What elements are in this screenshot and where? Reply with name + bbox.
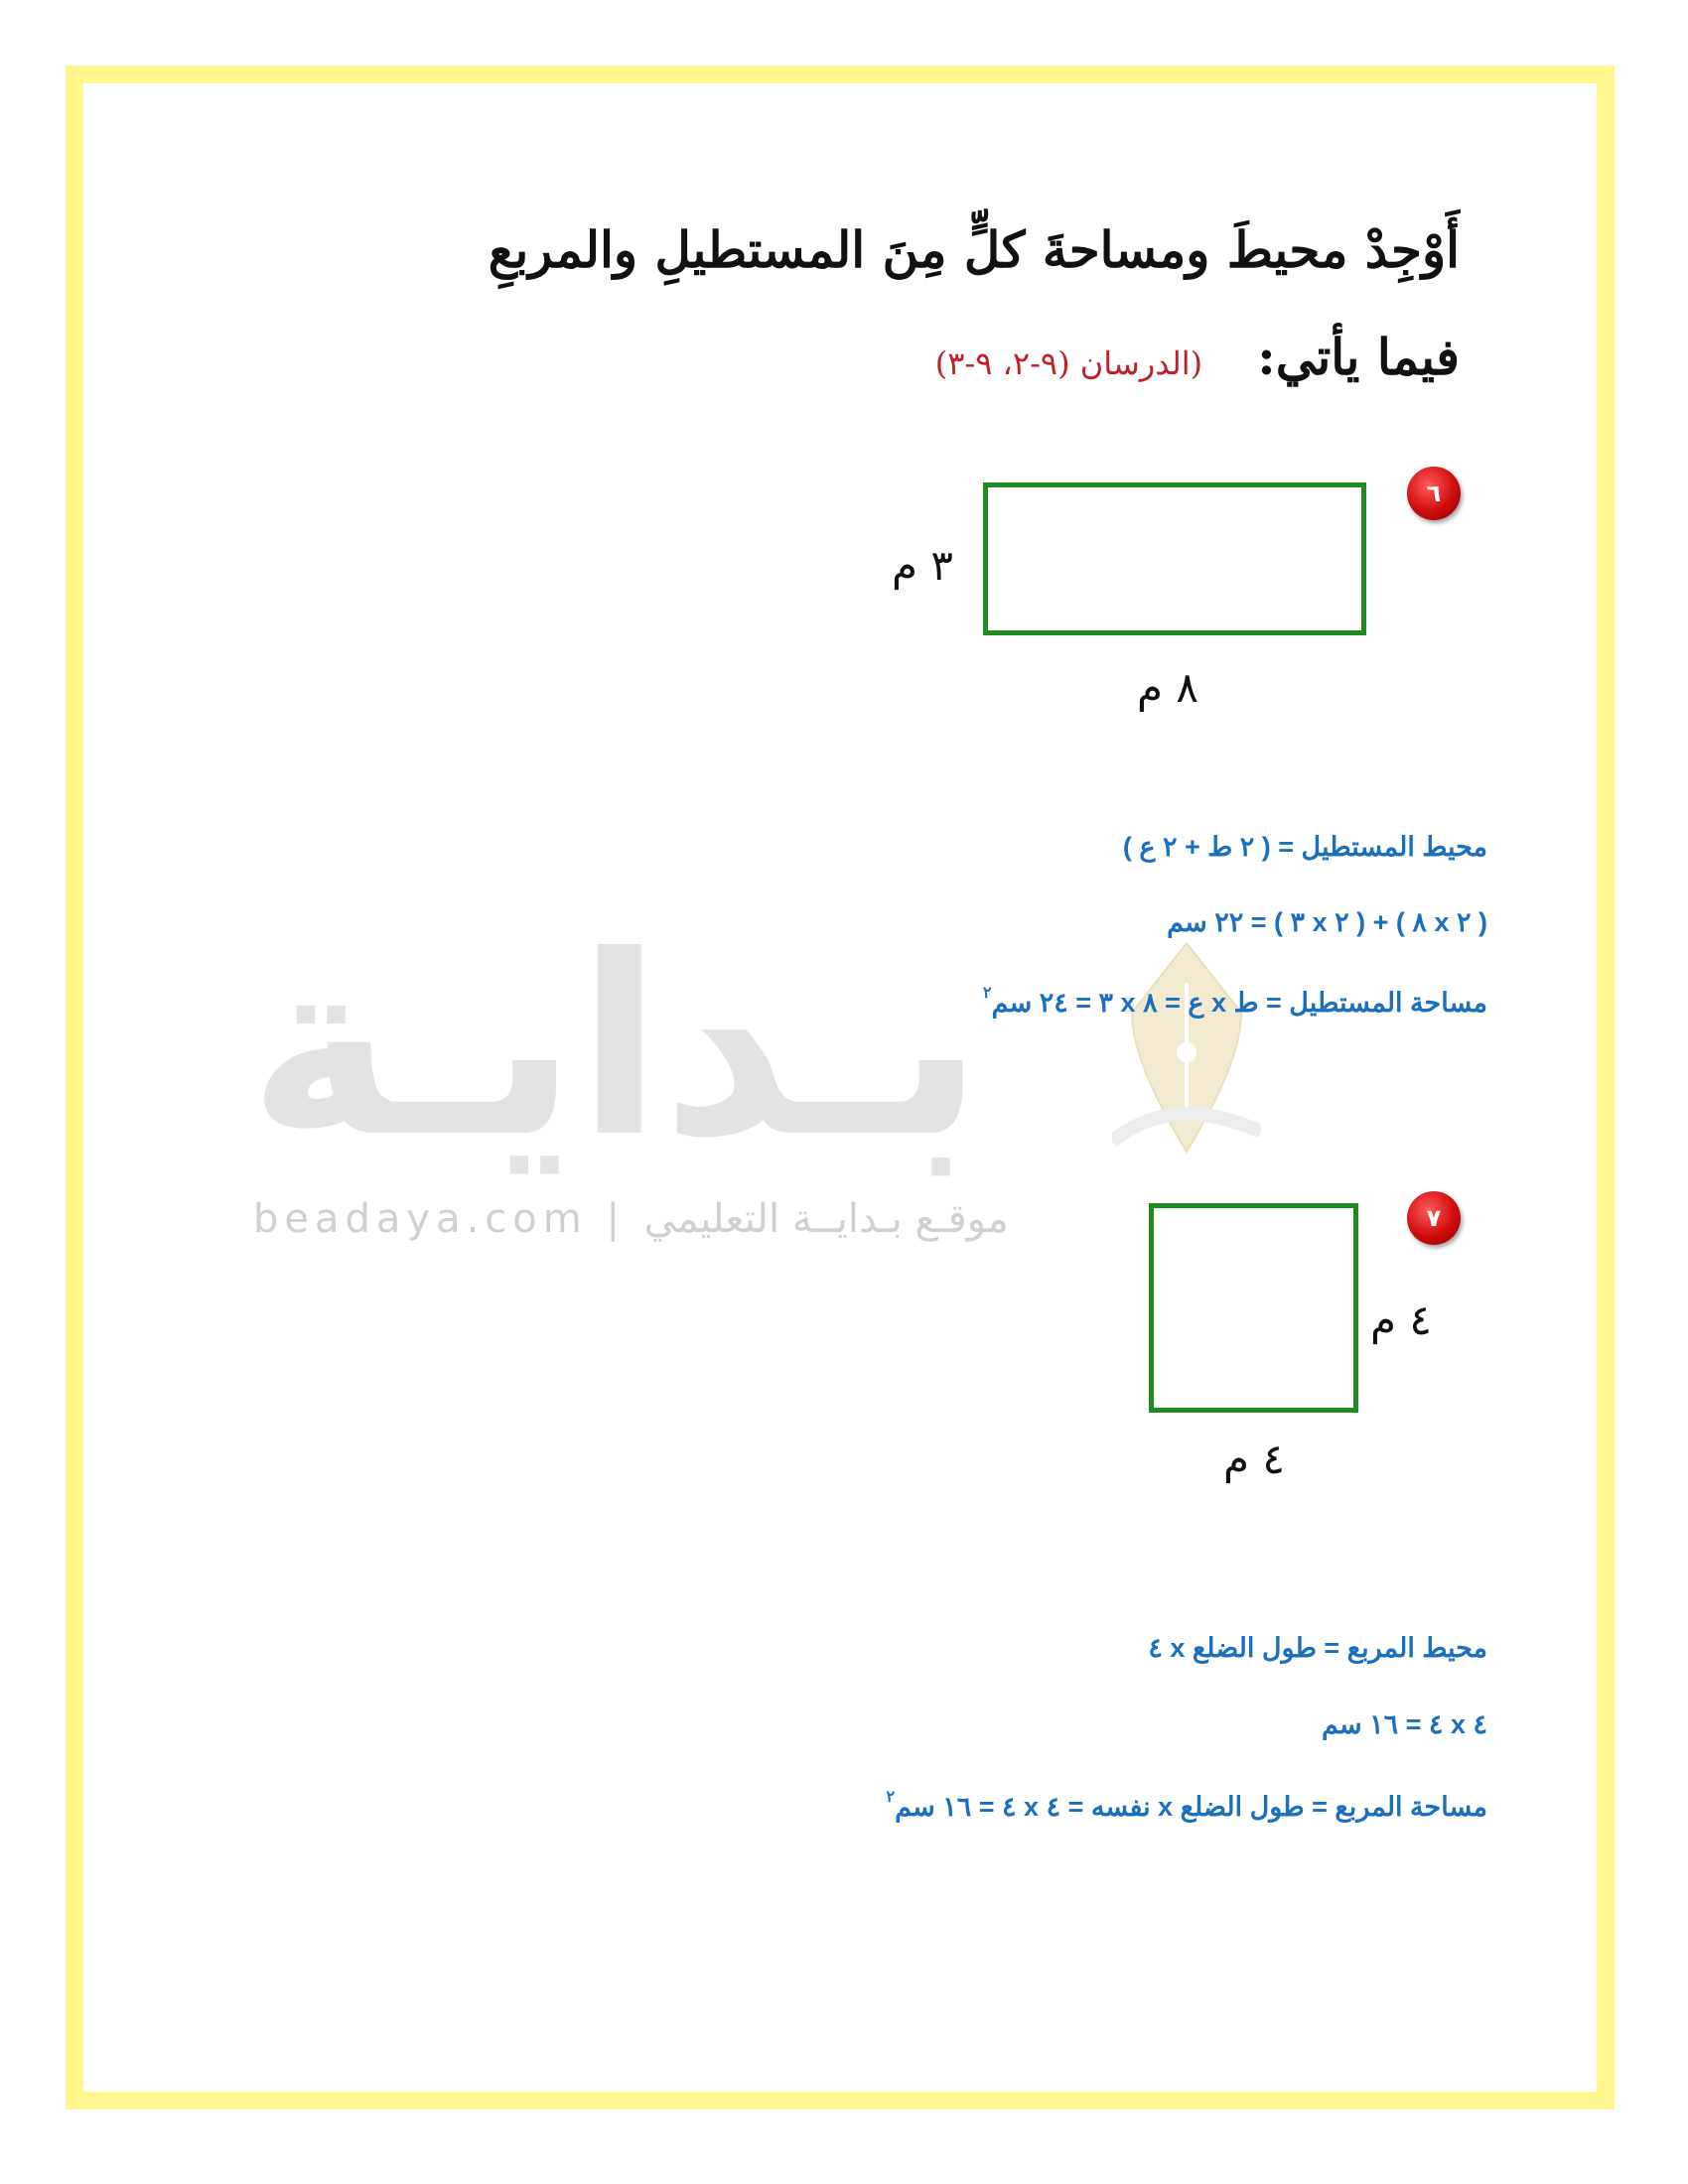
problem-number-badge: ٦ (1407, 467, 1461, 520)
square-area-unit-exponent: ٢ (886, 1789, 896, 1806)
rectangle-area-unit-exponent: ٢ (983, 985, 992, 1002)
rectangle-area-line (983, 983, 1487, 1019)
rectangle-area-calculation: مساحة المستطيل = ط x ع = ٨ x ٣ = ٢٤ سم (991, 988, 1487, 1018)
square-bottom-label: ٤ م (1223, 1434, 1285, 1483)
square-figure (1149, 1203, 1358, 1413)
square-perimeter-formula: محيط المربع = طول الضلع x ٤ (1148, 1633, 1487, 1663)
pen-nib-icon (1112, 943, 1261, 1161)
rectangle-width-label: ٨ م (1137, 663, 1198, 712)
exercise-subtitle: فيما يأتي: (1257, 328, 1460, 386)
square-perimeter-calculation: ٤ x ٤ = ١٦ سم (1322, 1709, 1487, 1739)
rectangle-height-label: ٣ م (892, 541, 953, 590)
exercise-title: أَوْجِدْ محيطَ ومساحةَ كلٍّ مِنَ المستطيلِ والمربعِ (488, 220, 1460, 279)
watermark-tagline: beadaya.com | موقـع بـدايــة التعليمي (253, 1196, 1009, 1242)
lesson-reference: (الدرسان (٩-٢، ٩-٣) (934, 344, 1203, 382)
square-area-calculation: مساحة المربع = طول الضلع x نفسه = ٤ x ٤ = ١٦ سم (895, 1792, 1487, 1822)
subtitle-row (935, 328, 1460, 386)
rectangle-perimeter-calculation: ( ٢ x ٨ ) + ( ٢ x ٣ ) = ٢٢ سم (1167, 907, 1487, 937)
square-area-line (887, 1787, 1487, 1823)
watermark-logo: بـدايـة (248, 902, 984, 1191)
rectangle-perimeter-formula: محيط المستطيل = ( ٢ ط + ٢ ع ) (1122, 832, 1487, 862)
rectangle-figure (983, 482, 1366, 635)
square-side-label: ٤ م (1370, 1296, 1432, 1344)
problem-number-badge: ٧ (1407, 1191, 1461, 1245)
